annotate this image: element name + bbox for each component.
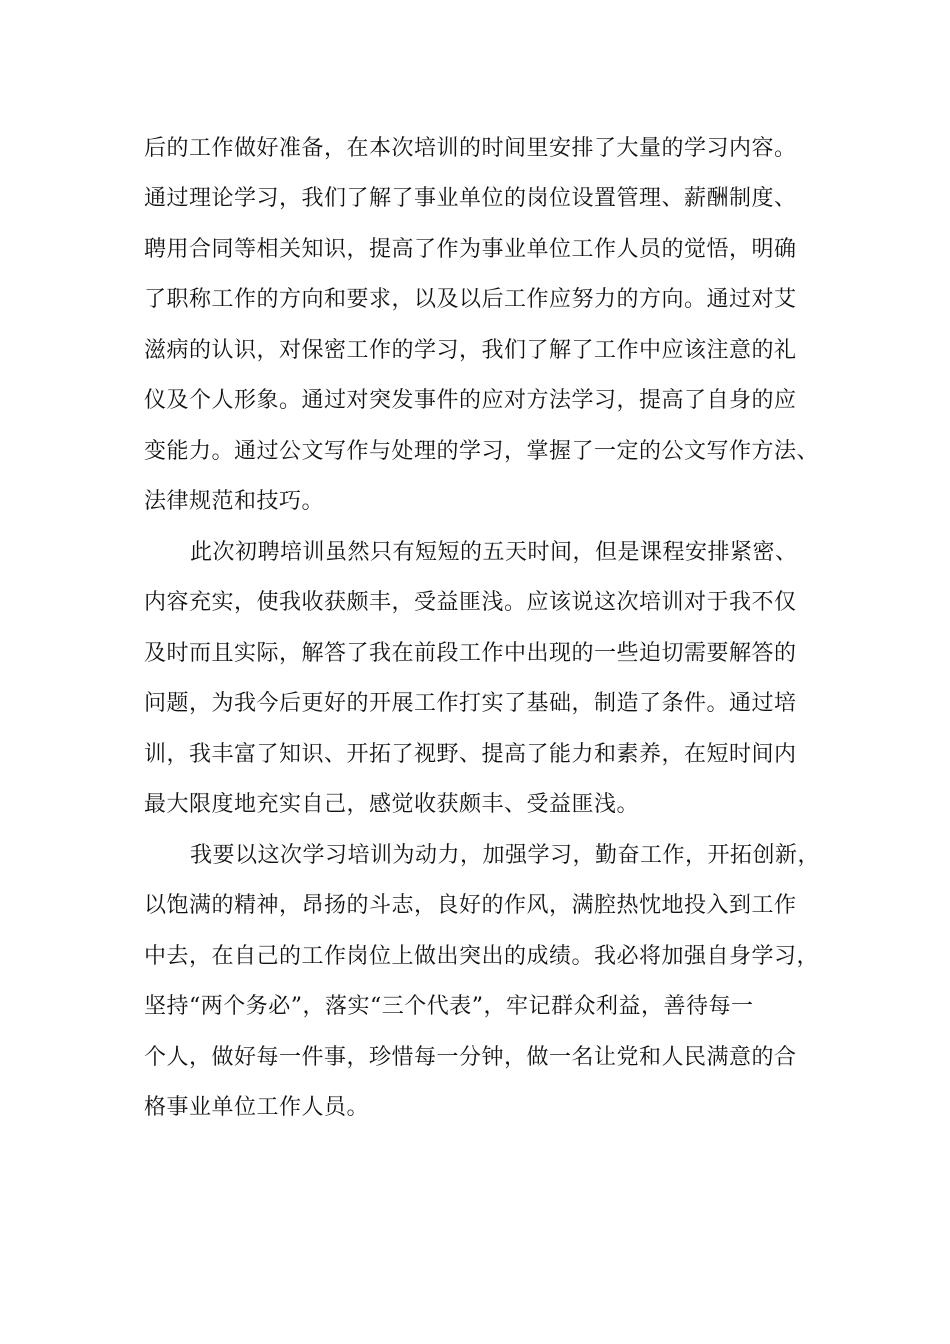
text-line: 法律规范和技巧。 (144, 489, 325, 514)
text-line: 滋病的认识，对保密工作的学习，我们了解了工作中应该注意的礼 (144, 338, 797, 363)
text-line: 中去，在自己的工作岗位上做出突出的成绩。我必将加强自身学习， (144, 944, 820, 969)
text-line: 以饱满的精神，昂扬的斗志，良好的作风，满腔热忱地投入到工作 (144, 893, 797, 918)
text-line: 格事业单位工作人员。 (144, 1095, 370, 1120)
text-line: 最大限度地充实自己，感觉收获颇丰、受益匪浅。 (144, 792, 640, 817)
text-line: 了职称工作的方向和要求，以及以后工作应努力的方向。通过对艾 (144, 287, 797, 312)
paragraph-first-line: 我要以这次学习培训为动力，加强学习，勤奋工作，开拓创新， (190, 843, 821, 868)
paragraph-first-line: 此次初聘培训虽然只有短短的五天时间，但是课程安排紧密、 (190, 540, 798, 565)
text-line: 内容充实，使我收获颇丰，受益匪浅。应该说这次培训对于我不仅 (144, 590, 797, 615)
text-line: 变能力。通过公文写作与处理的学习，掌握了一定的公文写作方法、 (144, 439, 820, 464)
text-line: 训，我丰富了知识、开拓了视野、提高了能力和素养，在短时间内 (144, 742, 797, 767)
text-line: 个人，做好每一件事，珍惜每一分钟，做一名让党和人民满意的合 (144, 1045, 797, 1070)
text-line: 问题，为我今后更好的开展工作打实了基础，制造了条件。通过培 (144, 691, 797, 716)
text-line: 仪及个人形象。通过对突发事件的应对方法学习，提高了自身的应 (144, 388, 797, 413)
text-line: 聘用合同等相关知识，提高了作为事业单位工作人员的觉悟，明确 (144, 237, 797, 262)
text-line: 通过理论学习，我们了解了事业单位的岗位设置管理、薪酬制度、 (144, 186, 797, 211)
text-line: 后的工作做好准备，在本次培训的时间里安排了大量的学习内容。 (144, 136, 797, 161)
text-line: 及时而且实际，解答了我在前段工作中出现的一些迫切需要解答的 (144, 641, 797, 666)
text-line: 坚持“两个务必”，落实“三个代表”，牢记群众利益，善待每一 (144, 994, 754, 1019)
